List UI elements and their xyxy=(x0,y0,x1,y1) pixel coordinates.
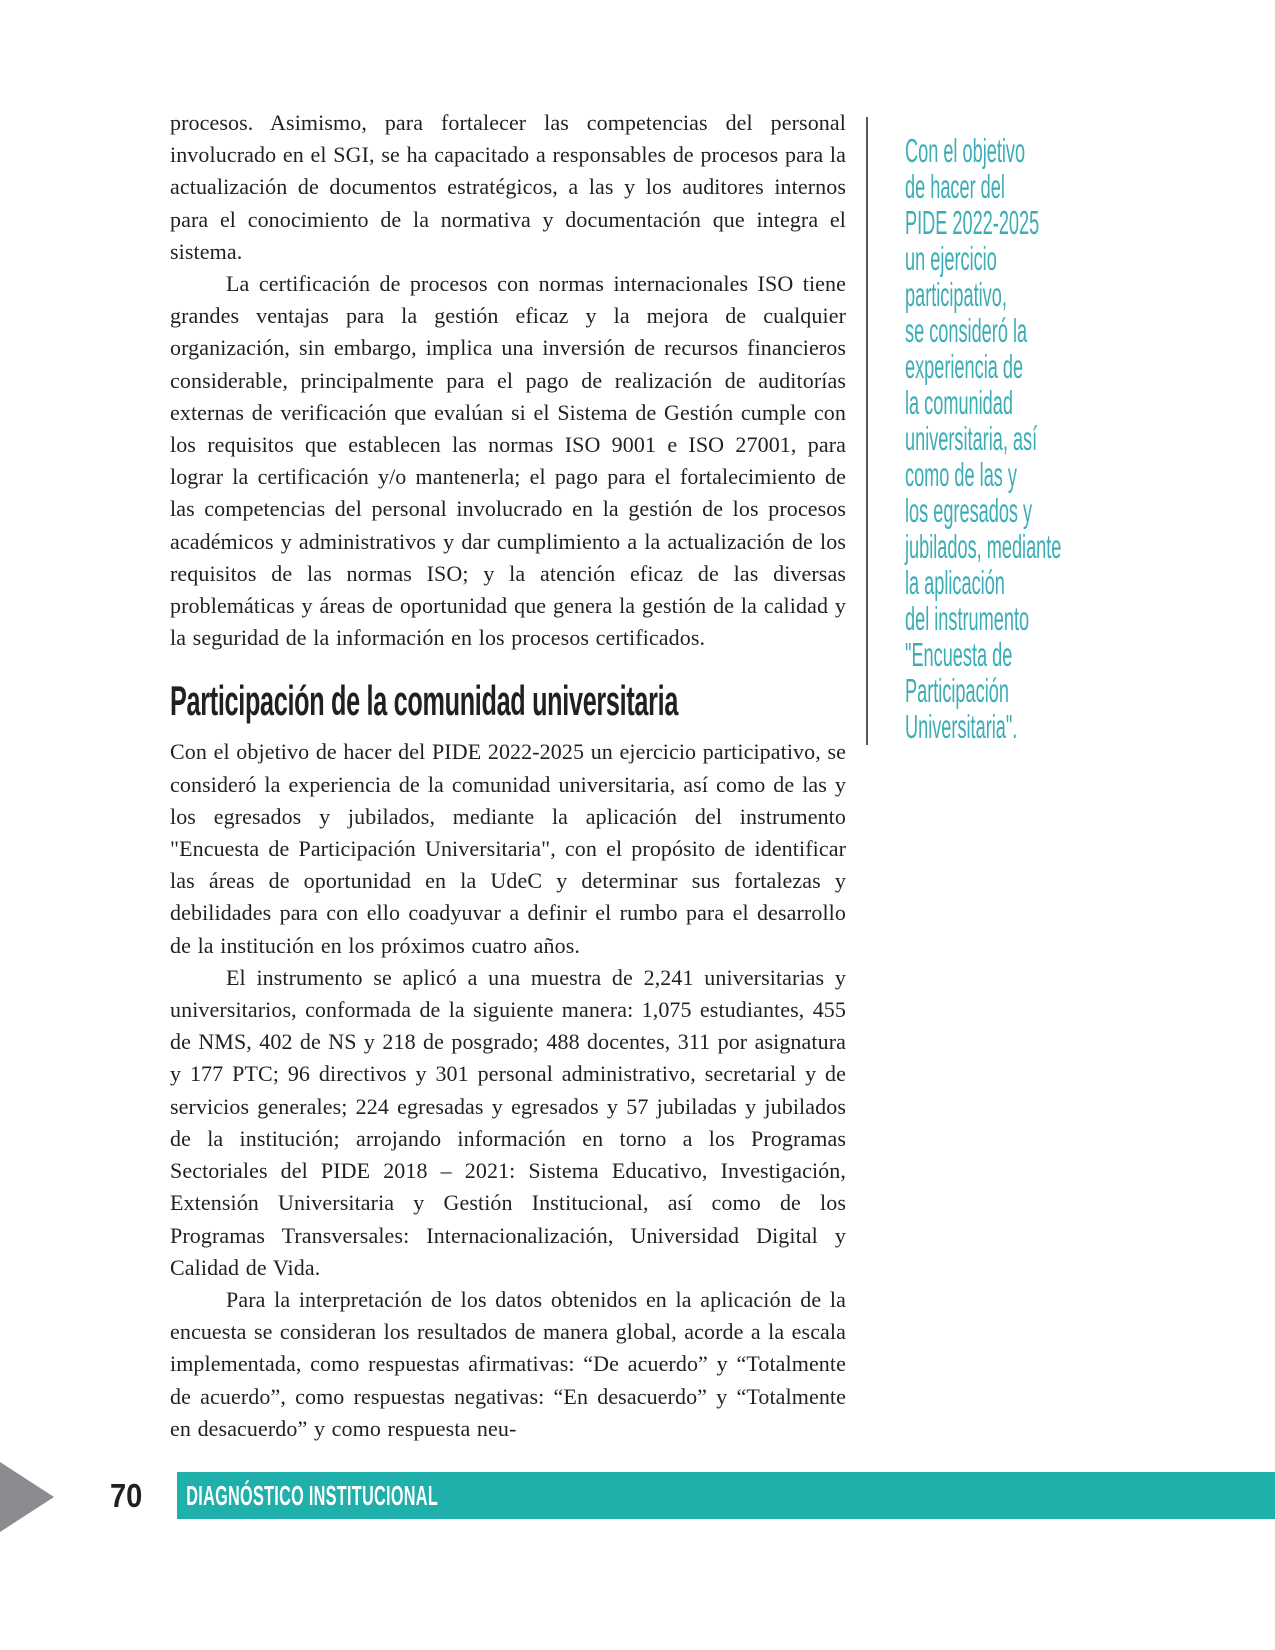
pull-quote-divider xyxy=(866,117,868,745)
body-paragraph: Para la interpretación de los datos obtenidos en la aplicación de la encuesta se consideran los resultados de manera global, acorde a la escala implementada, como respuestas afirmativas: “De acuerdo” y “Totalmente de acuerdo”, como respuestas negativas: “En desacuerdo” y “Totalmente en desacuerdo” y como respuesta neu- xyxy=(170,1286,846,1441)
footer-bar xyxy=(177,1472,1275,1519)
body-paragraph: Con el objetivo de hacer del PIDE 2022-2025 un ejercicio participativo, se consideró la experiencia de la comunidad universitaria, así como de las y los egresados y jubilados, mediante la aplicación del instrumento "Encuesta de Participación Universitaria", con el propósito de identificar las áreas de oportunidad en la UdeC y determinar sus fortalezas y debilidades para con ello coadyuvar a definir el rumbo para el desarrollo de la institución en los próximos cuatro años. xyxy=(170,739,846,958)
pull-quote-line: los egresados y xyxy=(905,492,1033,529)
pull-quote-line: la comunidad xyxy=(905,384,1013,421)
pull-quote-line: Con el objetivo xyxy=(905,132,1026,169)
page-number: 70 xyxy=(110,1477,143,1514)
pull-quote-line: universitaria, así xyxy=(905,420,1038,457)
main-text-column xyxy=(170,107,846,1445)
pull-quote-line: Universitaria". xyxy=(905,708,1018,745)
pull-quote-line: del instrumento xyxy=(905,600,1030,637)
pull-quote-line: se consideró la xyxy=(905,312,1028,349)
pull-quote-line: de hacer del xyxy=(905,168,1005,205)
pull-quote-line: un ejercicio xyxy=(905,240,997,277)
pull-quote-line: PIDE 2022-2025 xyxy=(905,204,1040,241)
pull-quote-line: jubilados, mediante xyxy=(905,528,1062,565)
pull-quote-line: "Encuesta de xyxy=(905,636,1013,673)
body-paragraph: procesos. Asimismo, para fortalecer las competencias del personal involucrado en el SGI, se ha capacitado a responsables de procesos para la actualización de documentos estratégicos, a las y los auditores internos para el conocimiento de la normativa y documentación que integra el sistema. xyxy=(170,110,846,264)
footer-section-label: DIAGNÓSTICO INSTITUCIONAL xyxy=(186,1479,439,1511)
pull-quote-line: experiencia de xyxy=(905,348,1024,385)
pull-quote-line: participativo, xyxy=(905,276,1007,313)
pull-quote-line: como de las y xyxy=(905,456,1017,493)
pull-quote-line: la aplicación xyxy=(905,564,1005,601)
page-edge-arrow-icon xyxy=(0,1462,54,1532)
body-paragraph: La certificación de procesos con normas internacionales ISO tiene grandes ventajas para la gestión eficaz y la mejora de cualquier organización, sin embargo, implica una inversión de recursos financieros considerable, principalmente para el pago de realización de auditorías externas de verificación que evalúan si el Sistema de Gestión cumple con los requisitos que establecen las normas ISO 9001 e ISO 27001, para lograr la certificación y/o mantenerla; el pago para el fortalecimiento de las competencias del personal involucrado en la gestión de los procesos académicos y administrativos y dar cumplimiento a la actualización de los requisitos de las normas ISO; y la atención eficaz de las diversas problemáticas y áreas de oportunidad que genera la gestión de la calidad y la seguridad de la información en los procesos certificados. xyxy=(170,271,846,651)
pull-quote-line: Participación xyxy=(905,672,1009,709)
body-paragraph: El instrumento se aplicó a una muestra de 2,241 universitarias y universitarios, conformada de la siguiente manera: 1,075 estudiantes, 455 de NMS, 402 de NS y 218 de posgrado; 488 docentes, 311 por asignatura y 177 PTC; 96 directivos y 301 personal administrativo, secretarial y de servicios generales; 224 egresadas y egresados y 57 jubiladas y jubilados de la institución; arrojando información en torno a los Programas Sectoriales del PIDE 2018 – 2021: Sistema Educativo, Investigación, Extensión Universitaria y Gestión Institucional, así como de los Programas Transversales: Internacionalización, Universidad Digital y Calidad de Vida. xyxy=(170,964,846,1280)
section-heading: Participación de la comunidad universitaria xyxy=(170,677,679,725)
pull-quote xyxy=(905,133,1061,745)
